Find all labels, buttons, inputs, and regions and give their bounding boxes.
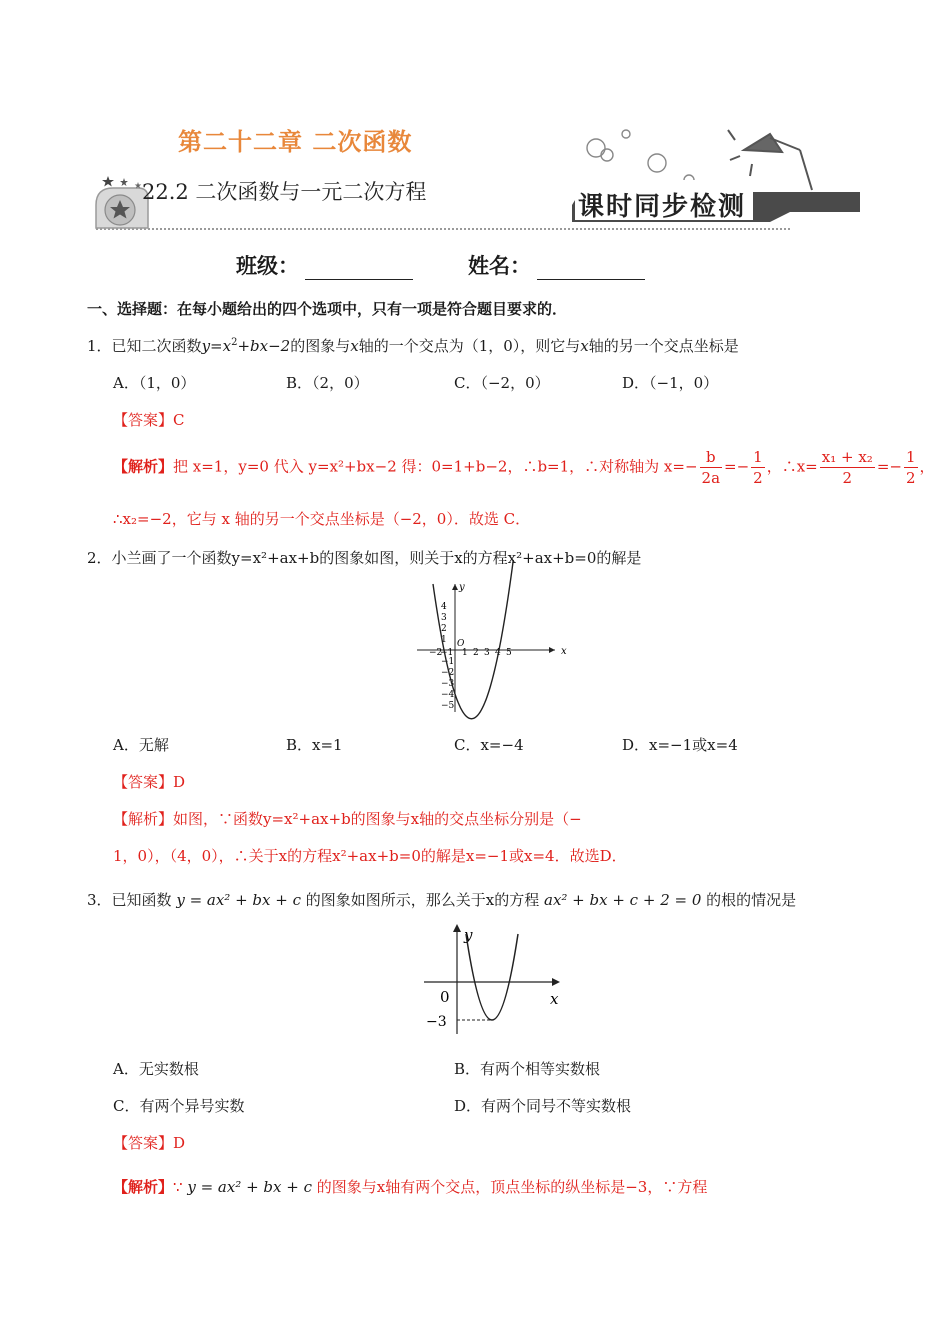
- q1-option-b[interactable]: B．（2，0）: [286, 374, 369, 392]
- sync-test-badge: 课时同步检测: [578, 192, 747, 222]
- q1-analysis: 【解析】把 x=1，y=0 代入 y=x²+bx−2 得：0=1+b−2，∴b=1，∴对称轴为 x=− $\frac{b}{2a}$ =− $\frac{1}{2}$ ，∴x= $\frac{\text{x₁ + x₂}}{2}$ =− $\frac{1}{2}$ ，: [113, 448, 935, 487]
- y-axis-label: y: [459, 582, 465, 593]
- section-title: 22.2 二次函数与一元二次方程: [142, 180, 427, 204]
- x-tick-label: −1: [440, 648, 454, 658]
- question-number: 3．: [87, 891, 112, 909]
- y-tick-label: 4: [441, 602, 447, 612]
- parabola-curve: [466, 934, 518, 1020]
- name-label: 姓名：: [468, 254, 531, 278]
- y-tick-label: −1: [441, 657, 455, 667]
- x-axis-label: x: [550, 990, 559, 1008]
- x-tick-label: 3: [484, 648, 490, 658]
- q3-option-c[interactable]: C．有两个异号实数: [113, 1097, 245, 1115]
- name-field: [468, 250, 645, 280]
- x-axis-label: x: [561, 646, 567, 657]
- y-tick-label: −5: [441, 701, 455, 711]
- q1-answer: 【答案】C: [113, 411, 185, 429]
- class-label: 班级：: [236, 254, 299, 278]
- x-tick-label: 5: [506, 648, 512, 658]
- y-tick-label: 3: [441, 613, 447, 623]
- question-1-stem: 1．已知二次函数$y=x^2+bx-2$的图象与x轴的一个交点为（1，0），则它与x轴的另一个交点坐标是: [87, 337, 739, 355]
- q3-analysis: 【解析】∵ y = ax² + bx + c 的图象与x轴有两个交点，顶点坐标的纵坐标是−3，∵方程: [113, 1178, 708, 1196]
- class-blank[interactable]: [305, 259, 413, 280]
- star-badge-icon: [96, 176, 148, 228]
- q3-option-b[interactable]: B．有两个相等实数根: [454, 1060, 601, 1078]
- q1-option-d[interactable]: D．（−1，0）: [622, 374, 719, 392]
- y-tick-label: −3: [441, 679, 455, 689]
- q1-option-c[interactable]: C．（−2，0）: [454, 374, 550, 392]
- q3-answer: 【答案】D: [113, 1134, 186, 1152]
- q3-option-d[interactable]: D．有两个同号不等实数根: [454, 1097, 632, 1115]
- q2-option-c[interactable]: C．x=−4: [454, 736, 524, 754]
- y-tick-label: 2: [441, 624, 447, 634]
- q2-option-b[interactable]: B．x=1: [286, 736, 343, 754]
- y-axis-label: y: [464, 926, 473, 944]
- q2-parabola-graph: [415, 580, 565, 715]
- x-tick-label: −2: [429, 648, 443, 658]
- y-tick-label: −4: [441, 690, 455, 700]
- vertex-y-label: −3: [426, 1014, 447, 1030]
- chapter-title: 第二十二章 二次函数: [178, 128, 413, 156]
- q3-option-a[interactable]: A．无实数根: [113, 1060, 199, 1078]
- x-tick-label: 4: [495, 648, 501, 658]
- question-2-stem: 2．小兰画了一个函数y=x²+ax+b的图象如图，则关于x的方程x²+ax+b=0的解是: [87, 549, 642, 567]
- q3-parabola-graph: [420, 920, 570, 1040]
- x-tick-label: 2: [473, 648, 479, 658]
- y-tick-label: −2: [441, 668, 455, 678]
- q1-option-a[interactable]: A．（1，0）: [113, 374, 196, 392]
- x-tick-label: 1: [462, 648, 468, 658]
- part-heading: 一、选择题：在每小题给出的四个选项中，只有一项是符合题目要求的．: [87, 300, 568, 318]
- q2-option-a[interactable]: A．无解: [113, 736, 169, 754]
- q2-answer: 【答案】D: [113, 773, 186, 791]
- q2-analysis-line2: 1，0），（4，0），∴关于x的方程x²+ax+b=0的解是x=−1或x=4．故选D．: [113, 847, 627, 865]
- question-3-stem: 3．已知函数 y = ax² + bx + c 的图象如图所示，那么关于x的方程 ax² + bx + c + 2 = 0 的根的情况是: [87, 891, 797, 909]
- question-number: 2．: [87, 549, 112, 567]
- q1-analysis-line2: ∴x₂=−2，它与 x 轴的另一个交点坐标是（−2，0）．故选 C．: [113, 510, 531, 528]
- y-tick-label: 1: [441, 635, 447, 645]
- q2-analysis: 【解析】如图，∵函数y=x²+ax+b的图象与x轴的交点坐标分别是（−: [113, 810, 582, 828]
- class-field: [236, 250, 413, 280]
- origin-label: O: [457, 639, 465, 649]
- name-blank[interactable]: [537, 259, 645, 280]
- q2-option-d[interactable]: D．x=−1或x=4: [622, 736, 738, 754]
- origin-label: 0: [440, 988, 450, 1006]
- question-number: 1．: [87, 337, 112, 355]
